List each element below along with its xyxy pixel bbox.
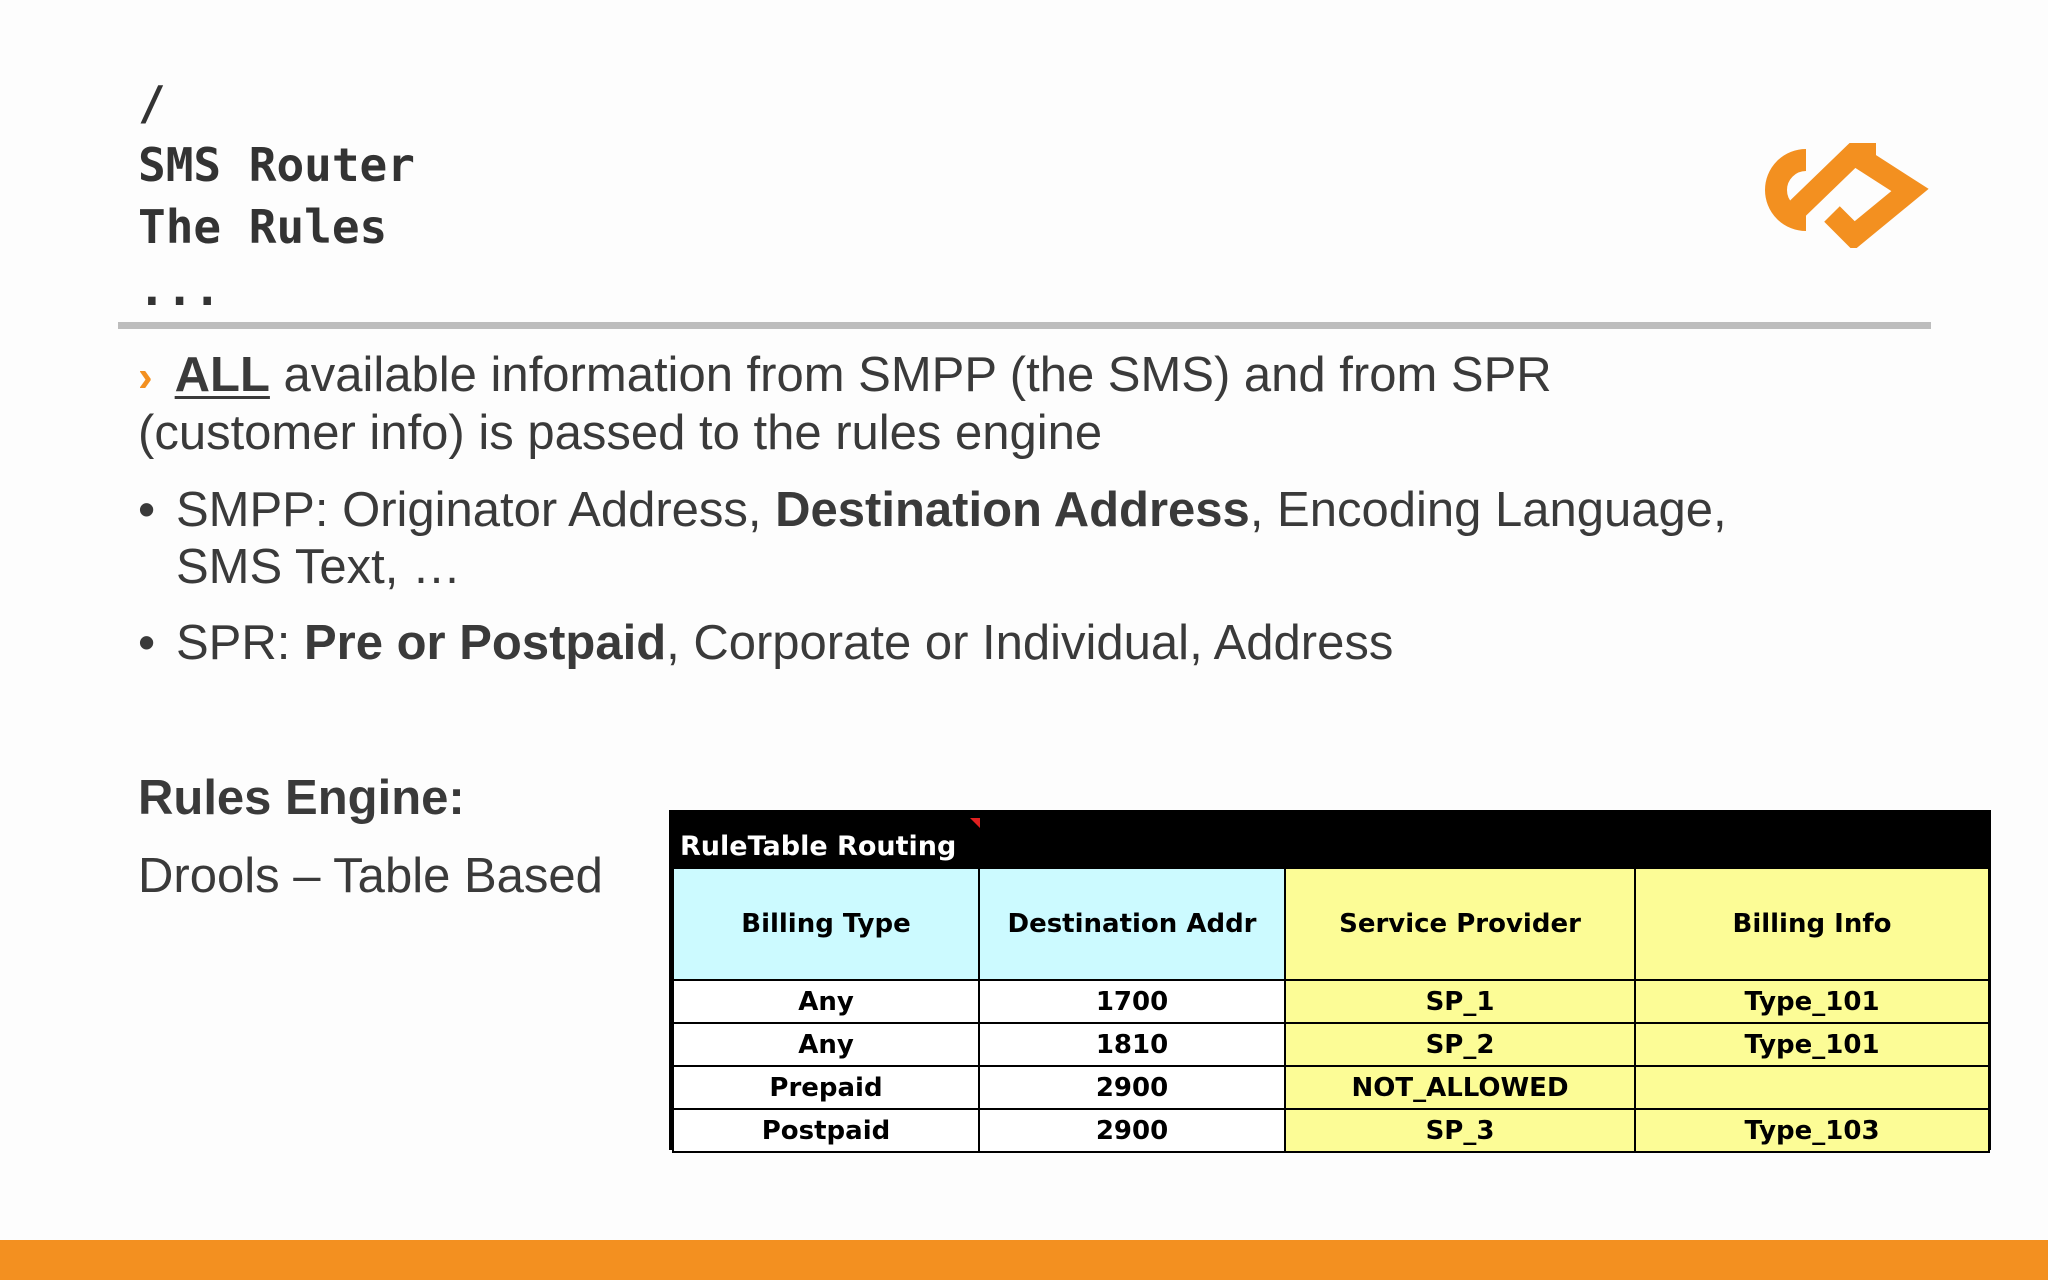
table-cell: SP_2: [1285, 1023, 1635, 1066]
table-row: [673, 1023, 1989, 1066]
rules-engine-subtitle: Drools – Table Based: [138, 849, 603, 903]
title-line: The Rules: [138, 200, 388, 254]
bullet-suffix: , Encoding Language, SMS Text, …: [176, 483, 1727, 594]
table-cell: Type_101: [1635, 980, 1989, 1023]
table-cell: SP_1: [1285, 980, 1635, 1023]
table-cell: Any: [673, 1023, 979, 1066]
table-cell: SP_3: [1285, 1109, 1635, 1152]
bullet-dot: •: [138, 483, 156, 537]
bullet-bold: Destination Address: [775, 483, 1250, 537]
link-logo-icon: [1742, 132, 1938, 248]
rule-table: [669, 810, 1991, 1150]
comment-marker-icon: [970, 818, 980, 828]
column-header: Billing Info: [1635, 868, 1989, 980]
title-line: ...: [138, 262, 222, 316]
bullet-prefix: SMPP: Originator Address,: [176, 483, 776, 537]
rule-table-name: RuleTable Routing: [680, 831, 957, 862]
table-cell: Type_101: [1635, 1023, 1989, 1066]
footer-accent-bar: [0, 1240, 2048, 1280]
bullet-spr: [138, 615, 1838, 672]
table-cell: 1810: [979, 1023, 1285, 1066]
table-cell: Postpaid: [673, 1109, 979, 1152]
bullet-prefix: SPR:: [176, 616, 304, 670]
table-cell: Type_103: [1635, 1109, 1989, 1152]
bullet-suffix: , Corporate or Individual, Address: [666, 616, 1394, 670]
title-line: /: [138, 76, 166, 130]
bullet-bold: Pre or Postpaid: [303, 616, 667, 670]
table-cell: Any: [673, 980, 979, 1023]
column-header: Destination Addr: [979, 868, 1285, 980]
title-line: SMS Router: [138, 138, 415, 192]
intro-text: available information from SMPP (the SMS) and from SPR (customer info) is passed to the rules engine: [138, 348, 1552, 460]
table-row: [673, 1066, 1989, 1109]
rules-engine-heading: Rules Engine:: [138, 771, 465, 825]
slide-title: [138, 72, 415, 320]
table-cell: Prepaid: [673, 1066, 979, 1109]
table-row: [673, 1109, 1989, 1152]
table-row: [673, 980, 1989, 1023]
table-cell: 2900: [979, 1066, 1285, 1109]
rule-table-header: [672, 813, 1988, 867]
table-cell: [1635, 1066, 1989, 1109]
table-cell: 2900: [979, 1109, 1285, 1152]
rule-table-grid: [672, 867, 1990, 1153]
intro-paragraph: [138, 347, 1778, 462]
bullet-dot: •: [138, 616, 156, 670]
table-cell: NOT_ALLOWED: [1285, 1066, 1635, 1109]
title-divider: [118, 322, 1931, 329]
column-header: Service Provider: [1285, 868, 1635, 980]
all-emphasis: ALL: [174, 348, 270, 402]
bullet-smpp: [138, 482, 1838, 596]
chevron-right-icon: ›: [138, 352, 153, 401]
column-header: Billing Type: [673, 868, 979, 980]
table-cell: 1700: [979, 980, 1285, 1023]
